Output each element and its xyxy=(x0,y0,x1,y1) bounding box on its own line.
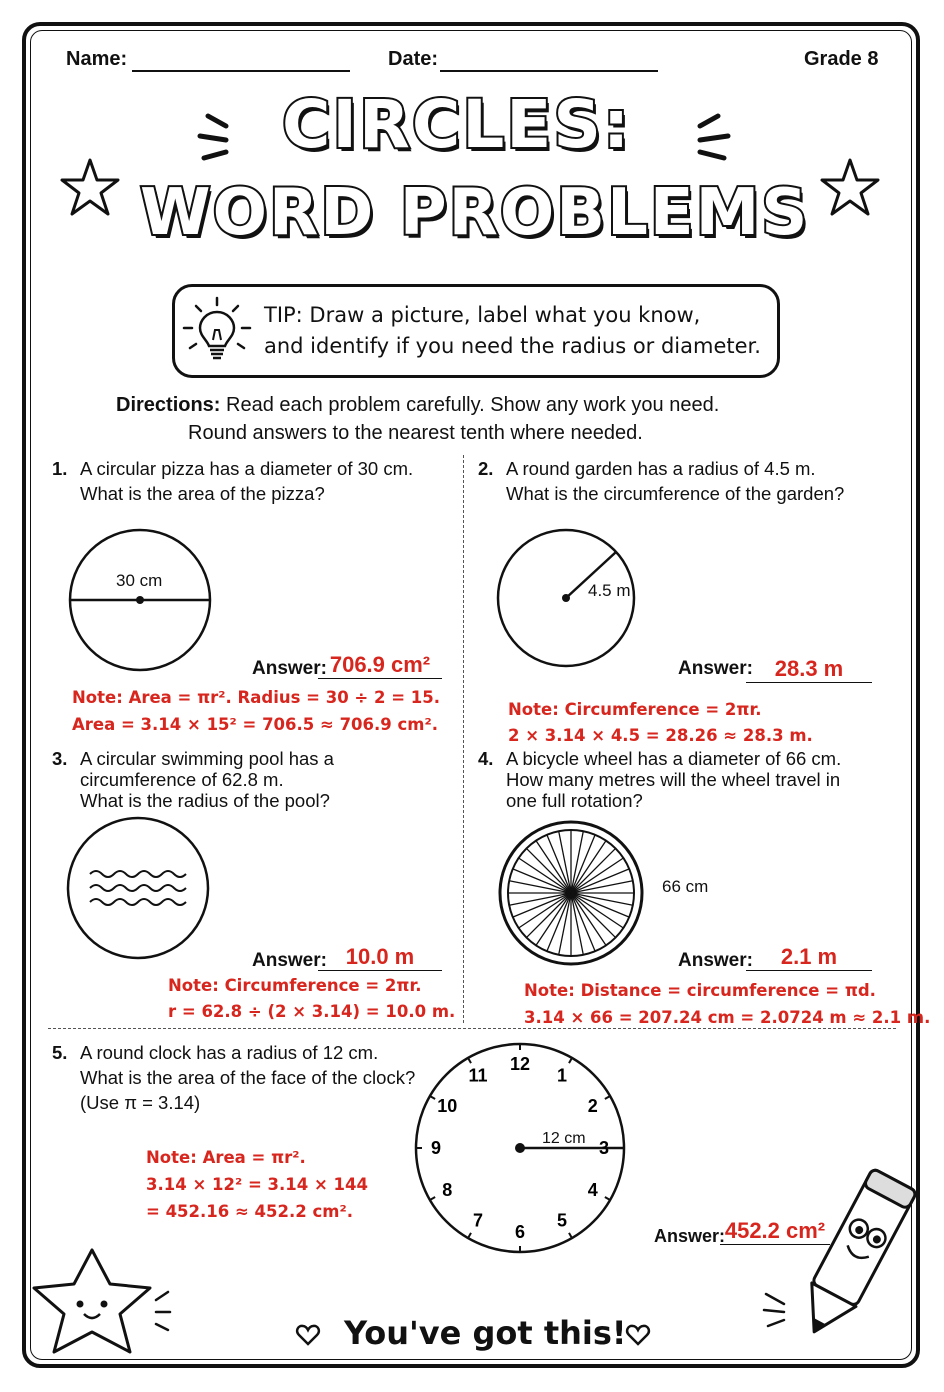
answer-label: Answer: xyxy=(678,658,753,679)
sparkle-lines-icon xyxy=(178,108,238,168)
answer-field-3[interactable]: 10.0 m xyxy=(318,944,442,971)
problem-3-text xyxy=(80,748,334,811)
answer-label: Answer: xyxy=(252,658,327,679)
answer-label: Answer: xyxy=(678,950,753,971)
clock-tick xyxy=(569,1233,572,1238)
clock-number: 6 xyxy=(514,1222,526,1242)
problem-number: 3. xyxy=(52,748,68,769)
answer-field-2[interactable]: 28.3 m xyxy=(746,656,872,683)
problem-number: 5. xyxy=(52,1042,68,1063)
clock-number: 10 xyxy=(437,1096,458,1116)
clock-number: 7 xyxy=(472,1210,484,1231)
clock-tick xyxy=(569,1058,572,1063)
answer-label: Answer: xyxy=(252,950,327,971)
clock-tick xyxy=(605,1096,610,1099)
note-line: r = 62.8 ÷ (2 × 3.14) = 10.0 m. xyxy=(168,1002,456,1021)
problem-line: How many metres will the wheel travel in xyxy=(506,769,841,790)
problem-4-text xyxy=(506,748,841,811)
answer-field-4[interactable]: 2.1 m xyxy=(746,944,872,971)
title-line-2: WORD PROBLEMS xyxy=(140,176,810,250)
clock-diagram xyxy=(410,1042,630,1262)
sparkle-lines-icon xyxy=(760,1290,790,1330)
note-line: Note: Distance = circumference = πd. xyxy=(524,981,876,1000)
bicycle-wheel-diagram xyxy=(498,820,644,966)
wheel-spoke xyxy=(571,893,616,938)
problem-3 xyxy=(52,748,67,769)
clock-tick xyxy=(430,1197,435,1200)
date-label: Date: xyxy=(388,48,439,70)
problem-number: 1. xyxy=(52,458,68,479)
lightbulb-icon xyxy=(182,296,252,366)
pencil-mascot-icon xyxy=(790,1160,920,1350)
column-divider xyxy=(463,455,464,1023)
directions-text: Read each problem carefully. Show any work you need. xyxy=(226,394,720,416)
problem-line: one full rotation? xyxy=(506,790,643,811)
note-line: Note: Area = πr². xyxy=(146,1148,306,1167)
clock-number: 1 xyxy=(556,1065,568,1086)
diameter-label: 30 cm xyxy=(116,571,163,590)
problem-1 xyxy=(52,456,67,481)
pizza-circle-diagram xyxy=(68,528,213,673)
heart-icon xyxy=(296,1324,320,1346)
problem-5-text xyxy=(80,1040,415,1115)
problem-line: What is the area of the face of the clock? xyxy=(80,1067,416,1088)
directions-line-1 xyxy=(116,394,719,417)
problem-line: What is the area of the pizza? xyxy=(80,483,325,504)
clock-number: 9 xyxy=(430,1138,442,1158)
clock-tick xyxy=(430,1096,435,1099)
wheel-spoke xyxy=(526,893,571,938)
problem-line: circumference of 62.8 m. xyxy=(80,769,284,790)
problem-line: (Use π = 3.14) xyxy=(80,1092,201,1113)
clock-tick xyxy=(468,1058,471,1063)
date-line[interactable] xyxy=(440,70,658,72)
note-line: 3.14 × 66 = 207.24 cm = 2.0724 m ≈ 2.1 m. xyxy=(524,1008,931,1027)
tip-line-1: TIP: Draw a picture, label what you know, xyxy=(264,303,701,327)
problem-line: A bicycle wheel has a diameter of 66 cm. xyxy=(506,748,842,769)
answer-field-5[interactable]: 452.2 cm² xyxy=(720,1218,830,1245)
note-line: Note: Circumference = 2πr. xyxy=(508,700,762,719)
problem-4 xyxy=(478,748,493,769)
answer-field-1[interactable]: 706.9 cm² xyxy=(318,652,442,679)
diameter-label: 66 cm xyxy=(662,877,709,896)
pool-circle-diagram xyxy=(66,816,210,960)
clock-tick xyxy=(468,1233,471,1238)
radius-label: 4.5 m xyxy=(588,581,631,600)
problem-line: A round garden has a radius of 4.5 m. xyxy=(506,458,816,479)
clock-tick xyxy=(605,1197,610,1200)
problem-2 xyxy=(478,456,493,481)
problem-2-text xyxy=(506,456,844,506)
tip-line-2: and identify if you need the radius or diameter. xyxy=(264,334,761,358)
note-line: = 452.16 ≈ 452.2 cm². xyxy=(146,1202,353,1221)
wheel-spoke xyxy=(526,848,571,893)
name-line[interactable] xyxy=(132,70,350,72)
problem-1-text xyxy=(80,456,413,506)
problem-5 xyxy=(52,1040,67,1065)
note-line: Note: Circumference = 2πr. xyxy=(168,976,422,995)
star-icon xyxy=(820,158,880,218)
problem-number: 4. xyxy=(478,748,494,769)
note-line: 2 × 3.14 × 4.5 = 28.26 ≈ 28.3 m. xyxy=(508,726,813,745)
name-label: Name: xyxy=(66,48,128,70)
problem-line: A circular pizza has a diameter of 30 cm. xyxy=(80,458,414,479)
problem-line: What is the circumference of the garden? xyxy=(506,483,845,504)
answer-label: Answer: xyxy=(654,1226,726,1246)
note-line: Note: Area = πr². Radius = 30 ÷ 2 = 15. xyxy=(72,688,441,707)
clock-number: 12 xyxy=(509,1054,531,1074)
problem-number: 2. xyxy=(478,458,494,479)
clock-number: 11 xyxy=(468,1065,488,1086)
problem-line: A circular swimming pool has a xyxy=(80,748,334,769)
star-mascot-icon xyxy=(22,1242,172,1362)
clock-radius-label: 12 cm xyxy=(542,1130,586,1147)
clock-number: 4 xyxy=(587,1180,598,1200)
grade-label: Grade 8 xyxy=(804,48,879,70)
heart-icon xyxy=(626,1324,650,1346)
wheel-spoke xyxy=(571,848,616,893)
clock-number: 2 xyxy=(587,1096,598,1116)
star-icon xyxy=(60,158,120,218)
problem-line: What is the radius of the pool? xyxy=(80,790,330,811)
clock-number: 3 xyxy=(598,1138,610,1158)
problem-line: A round clock has a radius of 12 cm. xyxy=(80,1042,379,1063)
title-line-1: CIRCLES: xyxy=(282,86,632,163)
note-line: 3.14 × 12² = 3.14 × 144 xyxy=(146,1175,368,1194)
clock-number: 8 xyxy=(442,1180,453,1200)
footer-message: You've got this! xyxy=(344,1314,627,1352)
directions-label: Directions: xyxy=(116,394,221,416)
sparkle-lines-icon xyxy=(690,108,750,168)
directions-line-2: Round answers to the nearest tenth where needed. xyxy=(188,422,643,444)
clock-number: 5 xyxy=(556,1210,568,1231)
note-line: Area = 3.14 × 15² = 706.5 ≈ 706.9 cm². xyxy=(72,715,438,734)
